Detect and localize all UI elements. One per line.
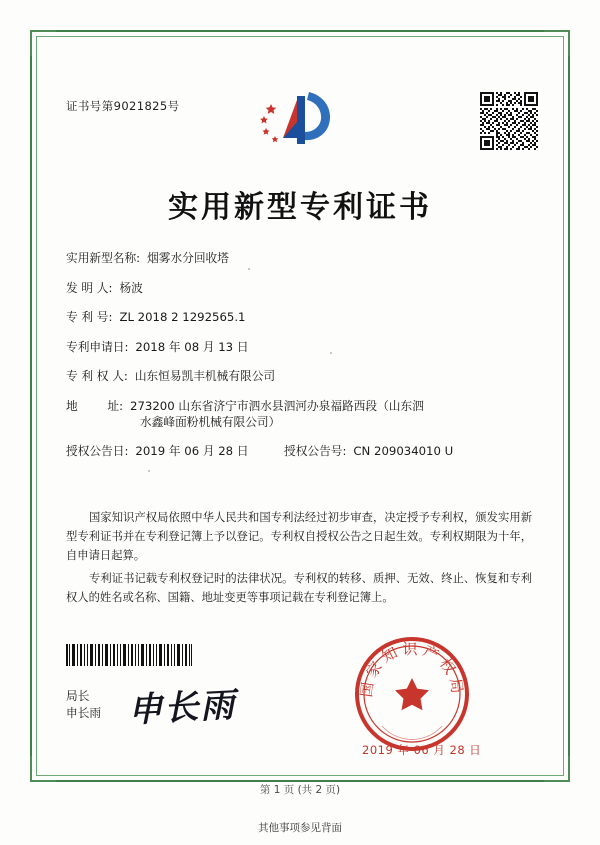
field-list xyxy=(66,250,536,473)
field-value: 2019 年 06 月 28 日 xyxy=(135,444,249,458)
field-value: 山东恒易凯丰机械有限公司 xyxy=(134,369,276,383)
paper-speck xyxy=(148,470,150,472)
handwritten-signature: 申长雨 xyxy=(127,685,238,731)
address-line-2: 水鑫峰面粉机械有限公司） xyxy=(140,414,281,429)
legal-text xyxy=(66,508,532,611)
field-row xyxy=(66,309,536,325)
footer-note: 其他事项参见背面 xyxy=(258,822,342,834)
paragraph-2: 专利证书记载专利权登记时的法律状况。专利权的转移、质押、无效、终止、恢复和专利权人的姓名或名称、国籍、地址变更等事项记载在专利登记簿上。 xyxy=(66,572,532,604)
signatory-name: 申长雨 xyxy=(66,706,102,720)
field-value: 2018 年 08 月 13 日 xyxy=(135,339,249,354)
field-value: ZL 2018 2 1292565.1 xyxy=(119,310,246,324)
field-label: 专利申请日: xyxy=(66,339,129,354)
seal-date: 2019 年 06 月 28 日 xyxy=(362,743,482,757)
grant-date-group xyxy=(66,443,284,459)
field-row-address xyxy=(66,398,536,430)
field-value: 烟雾水分回收塔 xyxy=(147,251,229,265)
field-value: 杨波 xyxy=(119,280,143,295)
barcode xyxy=(66,644,192,666)
field-label: 授权公告日: xyxy=(66,444,129,458)
field-label: 专 利 权 人: xyxy=(66,369,128,383)
paper-speck xyxy=(248,268,250,270)
corner-ornament-bottom-right xyxy=(544,756,570,782)
signatory-block xyxy=(66,688,101,722)
grant-number-group xyxy=(284,443,453,459)
field-row xyxy=(66,280,536,296)
signatory-title: 局长 xyxy=(66,689,90,703)
certificate-number: 证书号第9021825号 xyxy=(66,99,180,113)
svg-text:国家知识产权局: 国家知识产权局 xyxy=(357,640,467,699)
paper-speck xyxy=(330,352,332,354)
field-row xyxy=(66,250,536,266)
field-label: 地 址: xyxy=(66,398,124,413)
corner-ornament-top-left xyxy=(30,30,56,56)
patent-office-logo-icon xyxy=(253,88,337,150)
official-seal xyxy=(352,634,472,754)
field-value-wrapper xyxy=(130,398,536,430)
field-value: CN 209034010 U xyxy=(353,444,454,458)
corner-ornament-top-right xyxy=(544,30,570,56)
field-label: 发 明 人: xyxy=(66,280,113,295)
qr-code xyxy=(480,92,538,150)
paragraph-1: 国家知识产权局依照中华人民共和国专利法经过初步审查，决定授予专利权，颁发实用新型专利证书并在专利登记簿上予以登记。专利权自授权公告之日起生效。专利权期限为十年，自申请日起算。 xyxy=(66,511,532,562)
address-line-1: 273200 山东省济宁市泗水县泗河办泉福路西段（山东泗 xyxy=(130,398,424,413)
field-row xyxy=(66,339,536,355)
corner-ornament-bottom-left xyxy=(30,756,56,782)
field-row xyxy=(66,368,536,384)
field-row-grant xyxy=(66,443,536,459)
field-label: 专 利 号: xyxy=(66,310,113,324)
page-title: 实用新型专利证书 xyxy=(168,190,432,225)
page-number: 第 1 页 (共 2 页) xyxy=(259,784,341,796)
field-label: 实用新型名称: xyxy=(66,251,141,265)
field-label: 授权公告号: xyxy=(284,444,347,458)
